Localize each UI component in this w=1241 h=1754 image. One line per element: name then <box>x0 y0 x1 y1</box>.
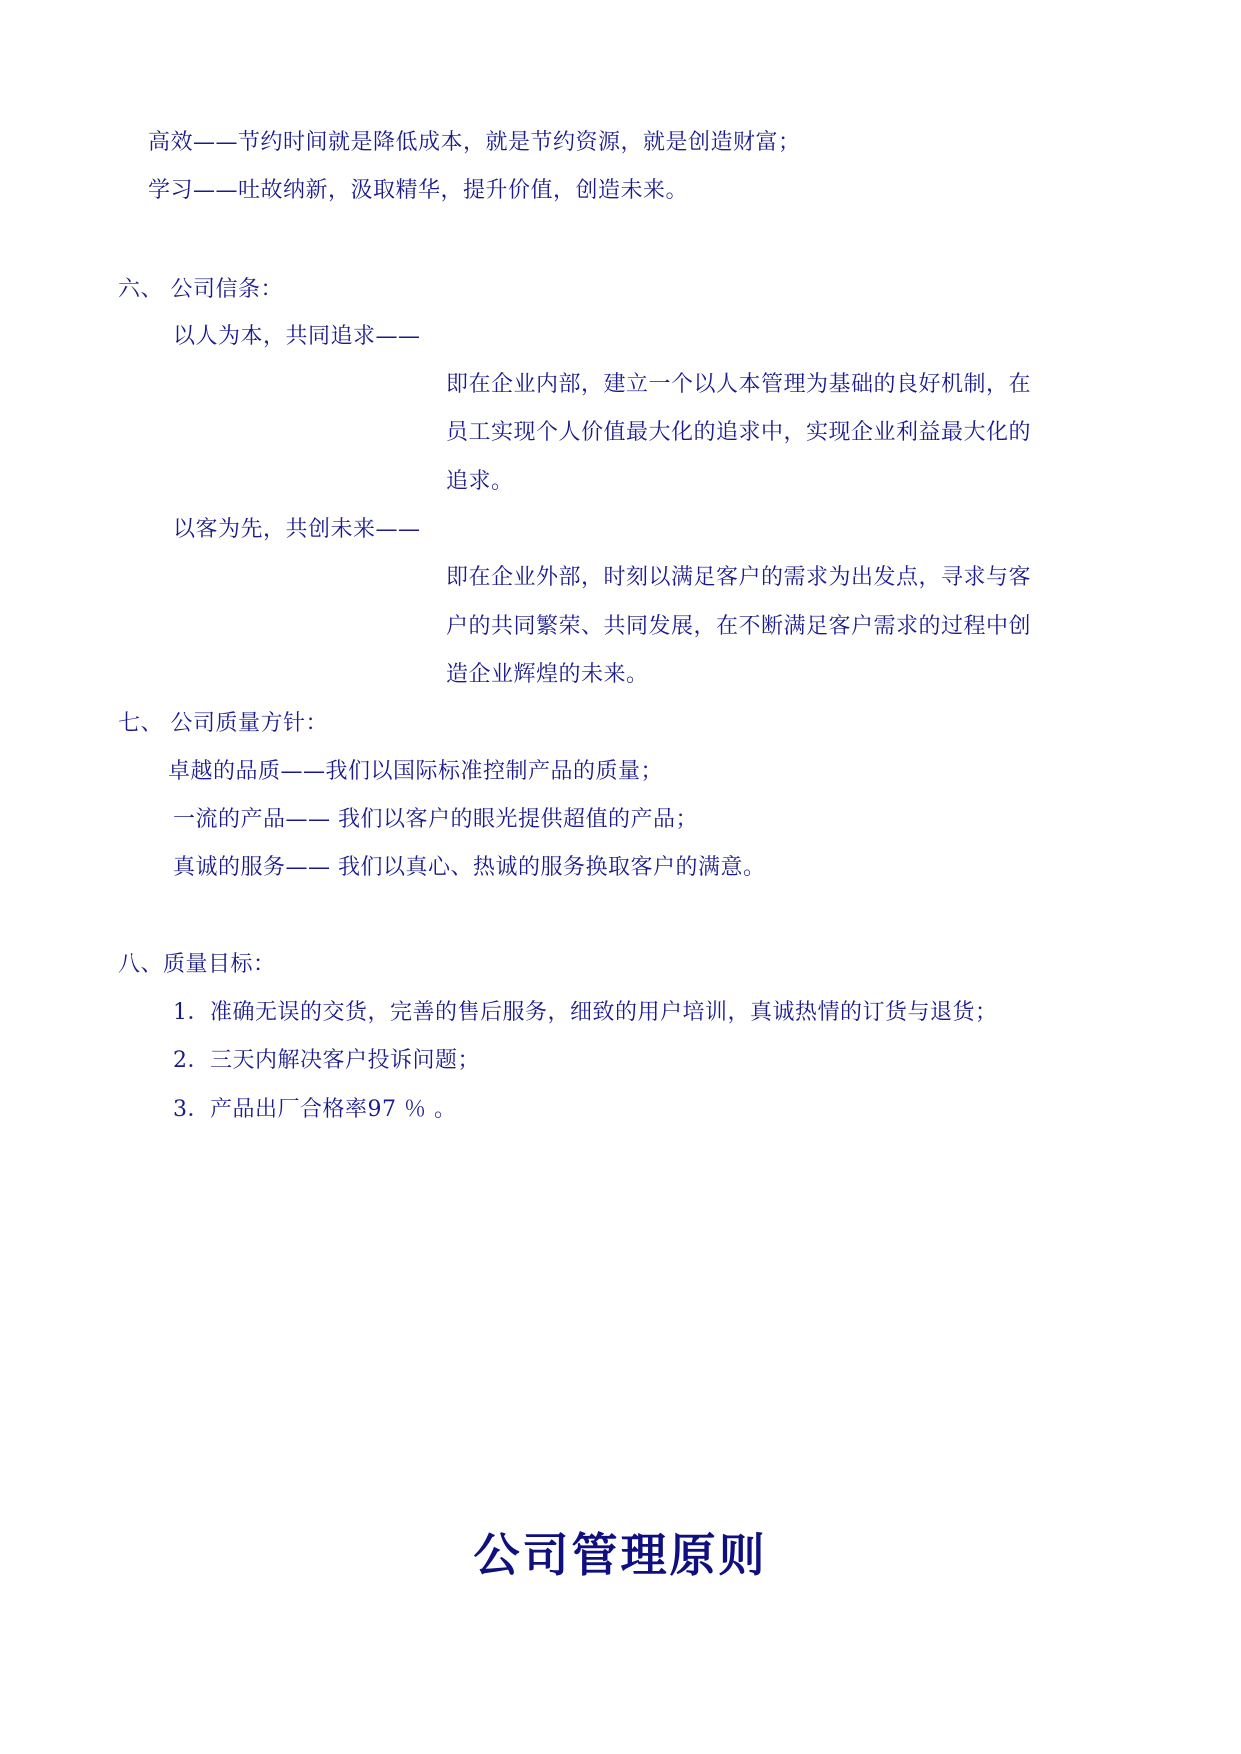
section-7-heading: 七、 公司质量方针： <box>118 711 328 736</box>
quality-policy-item: 真诚的服务—— 我们以真心、热诚的服务换取客户的满意。 <box>173 855 766 880</box>
creed-2-line: 即在企业外部，时刻以满足客户的需求为出发点，寻求与客 <box>446 565 1032 590</box>
creed-1-line: 追求。 <box>446 469 514 494</box>
value-efficiency: 高效——节约时间就是降低成本，就是节约资源，就是创造财富； <box>148 130 801 155</box>
creed-1-line: 员工实现个人价值最大化的追求中，实现企业利益最大化的 <box>446 420 1032 445</box>
quality-goal-item: 2．三天内解决客户投诉问题； <box>173 1048 480 1073</box>
creed-1-title: 以人为本，共同追求—— <box>173 324 421 349</box>
creed-2-line: 造企业辉煌的未来。 <box>446 662 649 687</box>
creed-2-title: 以客为先，共创未来—— <box>173 517 421 542</box>
quality-goal-item: 1．准确无误的交货，完善的售后服务，细致的用户培训，真诚热情的订货与退货； <box>173 1000 998 1025</box>
creed-2-line: 户的共同繁荣、共同发展，在不断满足客户需求的过程中创 <box>446 614 1032 639</box>
quality-policy-item: 一流的产品—— 我们以客户的眼光提供超值的产品； <box>173 807 698 832</box>
section-6-heading: 六、 公司信条： <box>118 277 283 302</box>
value-learning: 学习——吐故纳新，汲取精华，提升价值，创造未来。 <box>148 178 689 203</box>
creed-1-line: 即在企业内部，建立一个以人本管理为基础的良好机制，在 <box>446 372 1032 397</box>
quality-policy-item: 卓越的品质——我们以国际标准控制产品的质量； <box>168 759 664 784</box>
next-section-title: 公司管理原则 <box>473 1528 768 1582</box>
section-8-heading: 八、质量目标： <box>118 952 276 977</box>
quality-goal-item: 3．产品出厂合格率97 ％ 。 <box>173 1097 457 1122</box>
